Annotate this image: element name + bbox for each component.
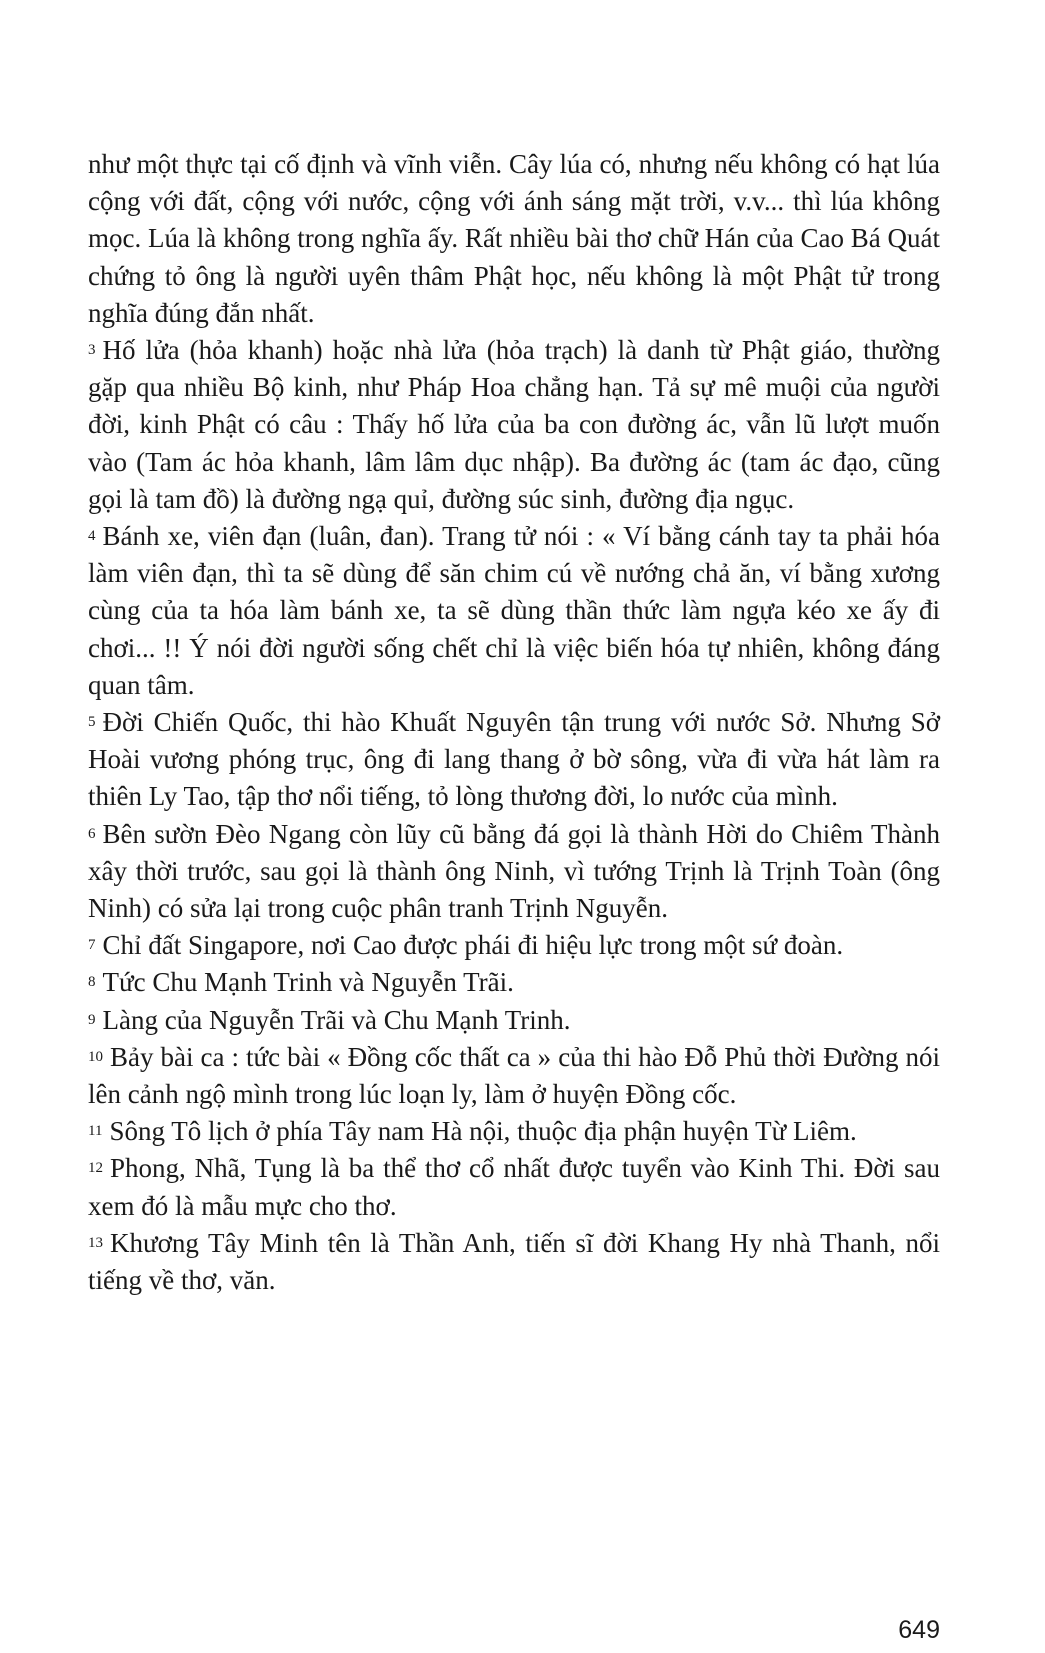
footnote [88, 1113, 940, 1150]
continuation-paragraph: như một thực tại cố định và vĩnh viễn. Cây lúa có, nhưng nếu không có hạt lúa cộng với đất, cộng với nước, cộng với ánh sáng mặt trời, v.v... thì lúa không mọc. Lúa là không trong nghĩa ấy. Rất nhiều bài thơ chữ Hán của Cao Bá Quát chứng tỏ ông là người uyên thâm Phật học, nếu không là một Phật tử trong nghĩa đúng đắn nhất. [88, 149, 940, 328]
footnote [88, 518, 940, 704]
footnote-number: 5 [88, 714, 96, 731]
footnotes-list [88, 332, 940, 1299]
footnote-text: Phong, Nhã, Tụng là ba thể thơ cổ nhất được tuyển vào Kinh Thi. Đời sau xem đó là mẫu mực cho thơ. [88, 1153, 940, 1221]
footnote-text: Chỉ đất Singapore, nơi Cao được phái đi hiệu lực trong một sứ đoàn. [102, 930, 844, 961]
footnote-text: Bên sườn Đèo Ngang còn lũy cũ bằng đá gọi là thành Hời do Chiêm Thành xây thời trước, sau gọi là thành ông Ninh, vì tướng Trịnh là Trịnh Toàn (ông Ninh) có sửa lại trong cuộc phân tranh Trịnh Nguyễn. [88, 818, 940, 924]
footnote-number: 10 [88, 1048, 103, 1065]
footnote-text: Hố lửa (hỏa khanh) hoặc nhà lửa (hỏa trạch) là danh từ Phật giáo, thường gặp qua nhiều Bộ kinh, như Pháp Hoa chẳng hạn. Tả sự mê muội của người đời, kinh Phật có câu : Thấy hố lửa của ba con đường ác, vẫn lũ lượt muốn vào (Tam ác hỏa khanh, lâm lâm dục nhập). Ba đường ác (tam ác đạo, cũng gọi là tam đồ) là đường ngạ quỉ, đường súc sinh, đường địa ngục. [88, 335, 940, 514]
footnote-text: Sông Tô lịch ở phía Tây nam Hà nội, thuộc địa phận huyện Từ Liêm. [109, 1116, 857, 1147]
footnote-number: 4 [88, 528, 96, 545]
footnote [88, 704, 940, 816]
footnote-number: 8 [88, 974, 96, 991]
footnote [88, 964, 940, 1001]
footnote-text: Bảy bài ca : tức bài « Đồng cốc thất ca » của thi hào Đỗ Phủ thời Đường nói lên cảnh ngộ mình trong lúc loạn ly, làm ở huyện Đồng cốc. [88, 1041, 940, 1110]
footnote-number: 13 [88, 1234, 103, 1251]
footnote-text: Khương Tây Minh tên là Thần Anh, tiến sĩ đời Khang Hy nhà Thanh, nổi tiếng về thơ, văn. [88, 1227, 940, 1296]
footnote [88, 927, 940, 964]
footnote [88, 332, 940, 518]
footnote-number: 3 [88, 342, 96, 359]
footnote-text: Tức Chu Mạnh Trinh và Nguyễn Trãi. [102, 967, 514, 998]
footnote-text: Bánh xe, viên đạn (luân, đan). Trang tử nói : « Ví bằng cánh tay ta phải hóa làm viên đạn, thì ta sẽ dùng để săn chim cú về nướng chả ăn, ví bằng xương cùng của ta hóa làm bánh xe, ta sẽ dùng thần thức làm ngựa kéo xe ấy đi chơi... !! Ý nói đời người sống chết chỉ là việc biến hóa tự nhiên, không đáng quan tâm. [88, 521, 940, 700]
page-body [88, 146, 940, 1299]
footnote-number: 9 [88, 1011, 96, 1028]
footnote [88, 1225, 940, 1299]
footnote [88, 1150, 940, 1224]
footnote [88, 1002, 940, 1039]
footnote-text: Làng của Nguyễn Trãi và Chu Mạnh Trinh. [102, 1004, 571, 1035]
footnote-number: 6 [88, 825, 96, 842]
footnote-number: 12 [88, 1160, 103, 1177]
footnote [88, 816, 940, 928]
page-number: 649 [898, 1616, 940, 1644]
footnote-text: Đời Chiến Quốc, thi hào Khuất Nguyên tận trung với nước Sở. Nhưng Sở Hoài vương phóng trục, ông đi lang thang ở bờ sông, vừa đi vừa hát làm ra thiên Ly Tao, tập thơ nổi tiếng, tỏ lòng thương đời, lo nước của mình. [88, 707, 940, 812]
footnote-number: 11 [88, 1123, 103, 1140]
footnote-number: 7 [88, 937, 96, 954]
footnote [88, 1039, 940, 1113]
